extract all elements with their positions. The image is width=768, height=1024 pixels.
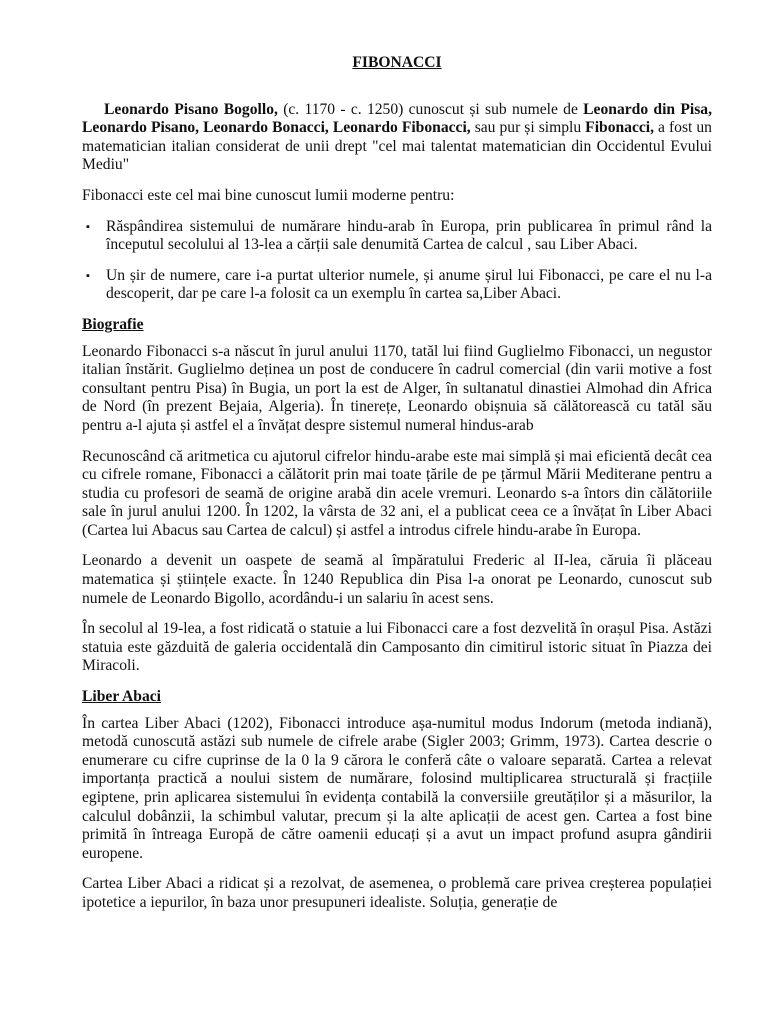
liber-paragraph: Cartea Liber Abaci a ridicat și a rezolvat, de asemenea, o problemă care privea creșterea populației ipotetice a iepurilor, în baza unor presupuneri idealiste. Soluția, generație de — [82, 875, 712, 911]
section-heading-liber-abaci: Liber Abaci — [82, 688, 161, 706]
bio-paragraph: Leonardo Fibonacci s-a născut în jurul anului 1170, tatăl lui fiind Guglielmo Fibonacci, un negustor italian înstărit. Guglielmo deținea un post de conducere în cadrul comercial (din varii motive a fost consultant pentru Pisa) în Bugia, un port la est de Alger, în sultanatul dinastiei Almohad din Africa de Nord (în prezent Bejaia, Algeria). În tinerețe, Leonardo obișnuia să călătorească cu tatăl său pentru a-l ajuta și astfel el a învățat despre sistemul numeral hindus-arab — [82, 342, 712, 434]
intro-bold-name: Leonardo Pisano Bogollo, — [104, 100, 278, 118]
document-title: FIBONACCI — [352, 54, 442, 71]
section-heading-biografie: Biografie — [82, 315, 144, 333]
bio-paragraph: Leonardo a devenit un oaspete de seamă al împăratului Frederic al II-lea, căruia îi plăceau matematica și științele exacte. În 1240 Republica din Pisa l-a onorat pe Leonardo, cunoscut sub numele de Leonardo Bigollo, acordându-i un salariu în acest sens. — [82, 552, 712, 607]
list-item — [82, 218, 712, 255]
intro-paragraph — [82, 101, 712, 175]
lead-text: Fibonacci este cel mai bine cunoscut lumii moderne pentru: — [82, 186, 455, 204]
bio-paragraph: În secolul al 19-lea, a fost ridicată o statuie a lui Fibonacci care a fost dezvelită în orașul Pisa. Astăzi statuia este găzduită de galeria occidentală din Camposanto din cimitirul istoric situat în Piazza dei Miracoli. — [82, 620, 712, 675]
lead-paragraph — [82, 187, 712, 206]
list-item-text: Un șir de numere, care i-a purtat ulterior numele, și anume șirul lui Fibonacci, pe care el nu l-a descoperit, dar pe care l-a folosit ca un exemplu în cartea sa,Liber Abaci. — [106, 266, 712, 303]
intro-text-1: (c. 1170 - c. 1250) cunoscut și sub numele de — [277, 100, 584, 118]
bullet-marker: ▪ — [86, 220, 90, 233]
bullet-marker: ▪ — [86, 269, 90, 282]
bullet-list — [82, 218, 712, 304]
liber-paragraph: În cartea Liber Abaci (1202), Fibonacci introduce așa-numitul modus Indorum (metoda indiană), metodă cunoscută astăzi sub numele de cifrele arabe (Sigler 2003; Grimm, 1973). Cartea descrie o enumerare cu cifre cuprinse de la 0 la 9 cărora le conferă câte o valoare separată. Cartea a relevat importanța practică a noului sistem de numărare, folosind multiplicarea structurală și fracțiile egiptene, prin aplicarea sistemului în evidența contabilă la conversiile greutăților și a măsurilor, la calculul dobânzii, la schimbul valutar, precum și la alte aplicații de acest gen. Cartea a fost bine primită în întreaga Europă de către oamenii educați și a avut un impact profund asupra gândirii europene. — [82, 714, 712, 862]
intro-bold-aliases: Leonardo din Pisa, Leonardo Pisano, Leonardo Bonacci, Leonardo Fibonacci, — [82, 100, 713, 137]
bio-paragraph: Recunoscând că aritmetica cu ajutorul cifrelor hindu-arabe este mai simplă și mai eficientă decât cea cu cifrele romane, Fibonacci a călătorit prin mai toate țările de pe țărmul Mării Mediterane pentru a studia cu profesori de seamă de origine arabă din acele vremuri. Leonardo s-a întors din călătoriile sale în jurul anului 1200. În 1202, la vârsta de 32 ani, el a publicat ceea ce a învățat în Liber Abaci (Cartea lui Abacus sau Cartea de calcul) și astfel a introdus cifrele hindu-arabe în Europa. — [82, 447, 712, 539]
intro-text-2: sau pur și simplu — [470, 119, 586, 137]
intro-text-3: a fost un matematician italian considerat de unii drept "cel mai talentat matematician din Occidentul Evului Mediu" — [82, 119, 712, 174]
intro-bold-fibonacci: Fibonacci, — [585, 119, 655, 137]
list-item-text: Răspândirea sistemului de numărare hindu-arab în Europa, prin publicarea în primul rând la începutul secolului al 13-lea a cărții sale denumită Cartea de calcul , sau Liber Abaci. — [106, 217, 712, 254]
list-item — [82, 267, 712, 304]
